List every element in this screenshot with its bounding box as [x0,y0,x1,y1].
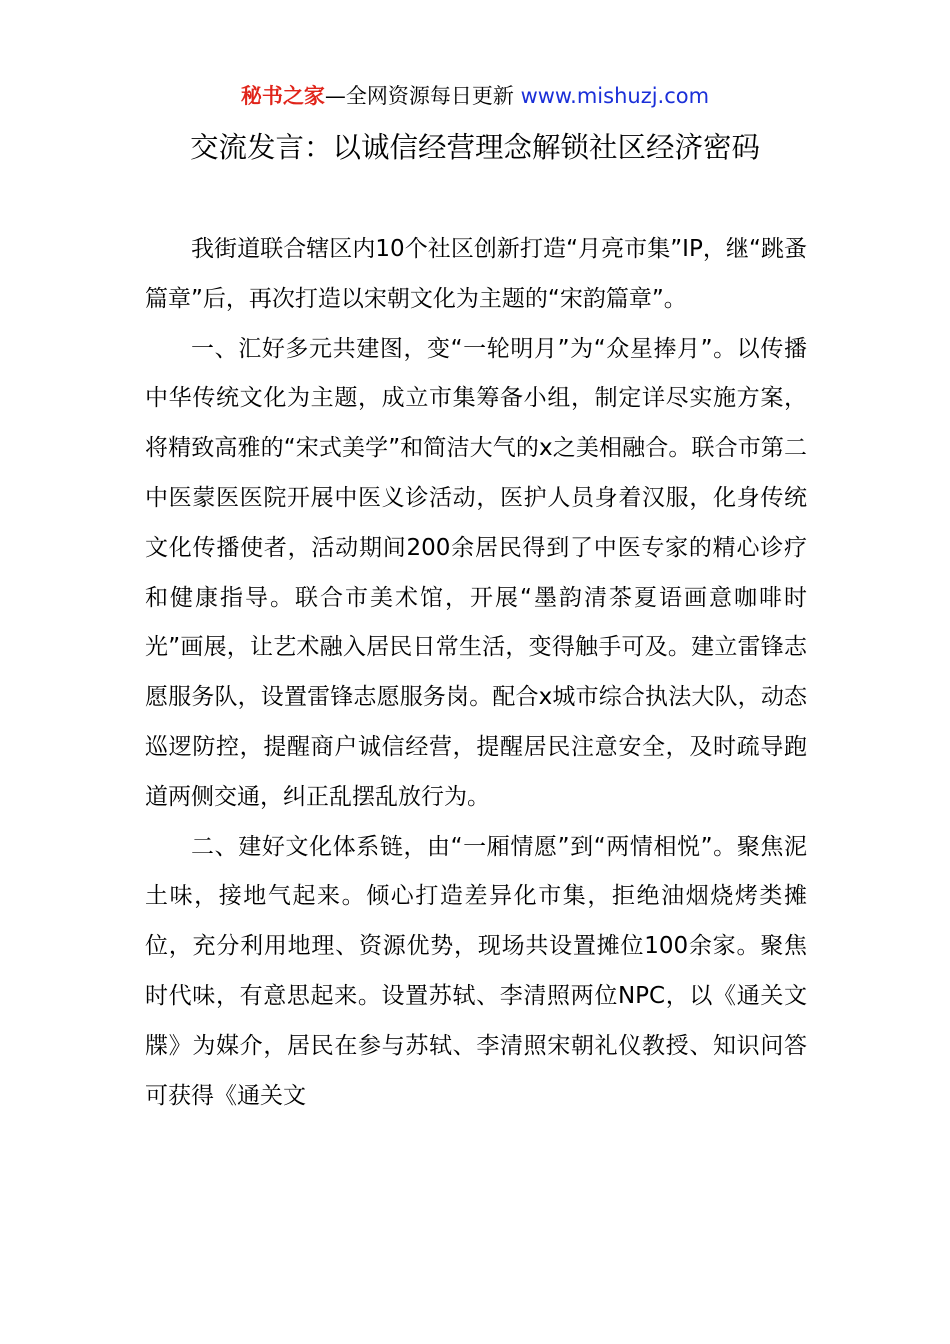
document-body [145,225,807,1121]
paragraph-section-two: 二、建好文化体系链，由“一厢情愿”到“两情相悦”。聚焦泥土味，接地气起来。倾心打造差异化市集，拒绝油烟烧烤类摊位，充分利用地理、资源优势，现场共设置摊位100余家。聚焦时代味，有意思起来。设置苏轼、李清照两位NPC，以《通关文牒》为媒介，居民在参与苏轼、李清照宋朝礼仪教授、知识问答可获得《通关文 [145,833,807,1109]
paragraph-intro: 我街道联合辖区内10个社区创新打造“月亮市集”IP，继“跳蚤篇章”后，再次打造以宋朝文化为主题的“宋韵篇章”。 [145,236,807,312]
paragraph-section-one: 一、汇好多元共建图，变“一轮明月”为“众星捧月”。以传播中华传统文化为主题，成立市集筹备小组，制定详尽实施方案，将精致高雅的“宋式美学”和简洁大气的x之美相融合。联合市第二中医蒙医医院开展中医义诊活动，医护人员身着汉服，化身传统文化传播使者，活动期间200余居民得到了中医专家的精心诊疗和健康指导。联合市美术馆，开展“墨韵清茶夏语画意咖啡时光”画展，让艺术融入居民日常生活，变得触手可及。建立雷锋志愿服务队，设置雷锋志愿服务岗。配合x城市综合执法大队，动态巡逻防控，提醒商户诚信经营，提醒居民注意安全，及时疏导跑道两侧交通，纠正乱摆乱放行为。 [145,335,807,810]
header-tagline: —全网资源每日更新 [324,84,514,108]
site-header [0,80,950,112]
brand-name: 秘书之家 [240,84,325,108]
site-url-link[interactable]: www.mishuzj.com [520,84,710,108]
document-title: 交流发言：以诚信经营理念解锁社区经济密码 [189,131,760,164]
